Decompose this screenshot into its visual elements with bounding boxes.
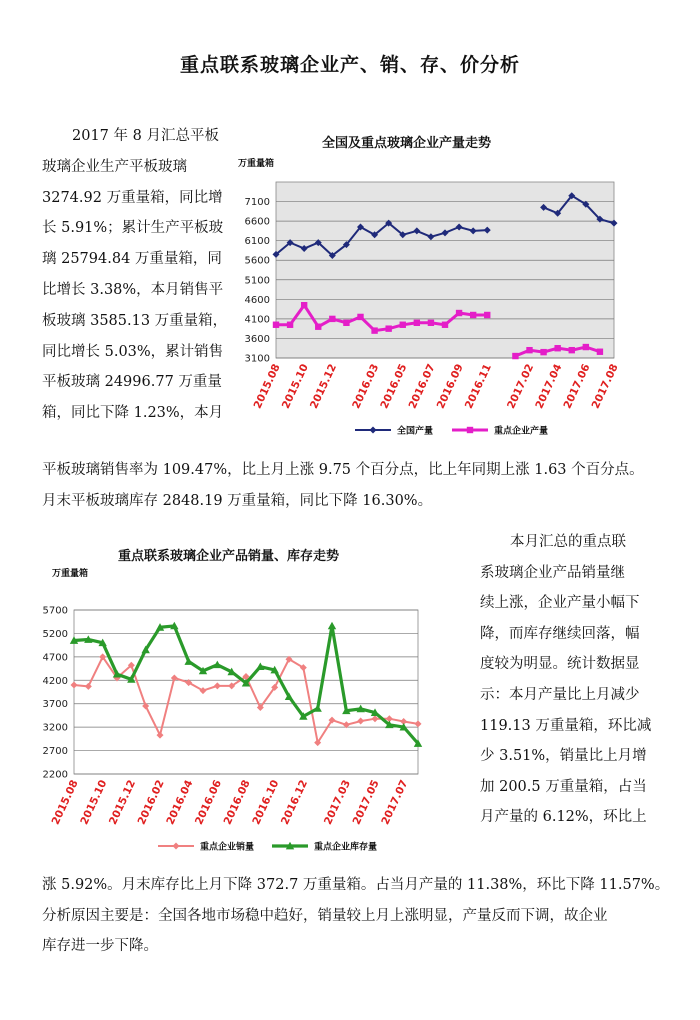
y-tick-label: 3100	[244, 353, 270, 365]
data-point	[470, 312, 476, 318]
data-point	[442, 322, 448, 328]
text-line: 箱，同比下降 1.23%，本月	[42, 405, 224, 422]
x-tick-label: 2015.12	[106, 778, 139, 827]
x-tick-label: 2016.04	[164, 778, 196, 827]
y-tick-label: 5200	[42, 628, 68, 640]
chart1-title: 全国及重点玻璃企业产量走势	[322, 136, 492, 151]
x-tick-label: 2016.05	[378, 362, 410, 411]
plot-area	[74, 610, 418, 774]
y-tick-label: 5600	[244, 255, 270, 267]
text-line: 玻璃企业生产平板玻璃	[42, 158, 187, 175]
x-tick-label: 2015.10	[279, 362, 311, 411]
x-tick-label: 2016.06	[192, 778, 225, 827]
legend-label: 重点企业产量	[494, 426, 549, 437]
chart1-production-trend	[230, 170, 625, 440]
chart2-unit-label: 万重量箱	[52, 569, 89, 579]
y-tick-label: 5100	[244, 275, 270, 287]
text-line: 长 5.91%；累计生产平板玻	[42, 220, 224, 237]
text-line: 月末平板玻璃库存 2848.19 万重量箱，同比下降 16.30%。	[42, 492, 433, 509]
legend-label: 全国产量	[397, 426, 434, 437]
x-tick-label: 2016.11	[462, 362, 494, 411]
data-point	[569, 347, 575, 353]
x-tick-label: 2017.07	[379, 778, 411, 827]
data-point	[287, 322, 293, 328]
chart2-sales-inventory-trend	[40, 590, 460, 860]
data-point	[456, 310, 462, 316]
x-tick-label: 2017.02	[505, 362, 537, 411]
text-line: 降，而库存继续回落，幅	[480, 625, 640, 642]
x-tick-label: 2015.10	[78, 778, 110, 827]
y-tick-label: 3600	[244, 333, 270, 345]
y-tick-label: 6600	[244, 216, 270, 228]
x-tick-label: 2017.06	[561, 362, 593, 411]
text-line: 月产量的 6.12%，环比上	[480, 809, 647, 826]
text-line: 示：本月产量比上月减少	[480, 687, 640, 703]
data-point	[385, 325, 391, 331]
data-point	[400, 322, 406, 328]
x-tick-label: 2016.09	[434, 362, 466, 411]
x-tick-label: 2016.03	[350, 362, 382, 411]
text-line: 119.13 万重量箱，环比减	[480, 717, 652, 734]
y-tick-label: 7100	[244, 197, 270, 209]
x-tick-label: 2015.08	[251, 362, 283, 411]
data-point	[301, 302, 307, 308]
legend-label: 重点企业销量	[200, 842, 255, 853]
text-line: 度较为明显。统计数据显	[480, 656, 640, 673]
x-tick-label: 2016.10	[250, 778, 282, 827]
data-point	[583, 344, 589, 350]
x-tick-label: 2017.04	[533, 362, 565, 411]
data-point	[343, 320, 349, 326]
text-line: 2017 年 8 月汇总平板	[72, 128, 219, 144]
x-tick-label: 2015.12	[307, 362, 340, 411]
text-line: 3274.92 万重量箱，同比增	[42, 189, 223, 206]
text-line: 比增长 3.38%，本月销售平	[42, 282, 224, 298]
chart1-unit-label: 万重量箱	[238, 159, 275, 169]
data-point	[414, 320, 420, 326]
page-title: 重点联系玻璃企业产、销、存、价分析	[179, 54, 520, 76]
chart2-title: 重点联系玻璃企业产品销量、库存走势	[118, 549, 340, 564]
y-tick-label: 6100	[244, 236, 270, 248]
y-tick-label: 4700	[42, 652, 68, 664]
data-point	[371, 327, 377, 333]
legend-marker	[467, 427, 473, 433]
data-point	[484, 312, 490, 318]
text-line: 平板玻璃销售率为 109.47%，比上月上涨 9.75 个百分点，比上年同期上涨 1.63 个百分点。	[42, 462, 644, 478]
x-tick-label: 2017.08	[589, 362, 621, 411]
y-tick-label: 3200	[42, 722, 68, 734]
legend-label: 重点企业库存量	[314, 842, 378, 853]
data-point	[512, 353, 518, 359]
x-tick-label: 2017.03	[321, 778, 354, 827]
text-line: 本月汇总的重点联	[510, 534, 626, 550]
data-point	[428, 320, 434, 326]
y-tick-label: 4100	[244, 314, 270, 326]
y-tick-label: 4600	[244, 294, 270, 306]
x-tick-label: 2016.12	[278, 778, 311, 827]
y-tick-label: 5700	[42, 605, 68, 617]
text-line: 加 200.5 万重量箱，占当	[480, 778, 647, 795]
text-line: 涨 5.92%。月末库存比上月下降 372.7 万重量箱。占当月产量的 11.38%，环比下降 11.57%。	[42, 877, 670, 893]
data-point	[329, 316, 335, 322]
x-tick-label: 2017.05	[350, 778, 382, 827]
text-line: 续上涨，企业产量小幅下	[480, 595, 640, 612]
x-tick-label: 2016.02	[135, 778, 167, 827]
plot-area	[276, 182, 614, 358]
text-line: 库存进一步下降。	[42, 938, 158, 954]
x-tick-label: 2015.08	[49, 778, 81, 827]
legend-marker	[370, 427, 377, 434]
text-line: 系玻璃企业产品销量继	[480, 564, 625, 581]
text-line: 璃 25794.84 万重量箱，同	[42, 251, 222, 268]
legend-marker	[173, 843, 180, 850]
data-point	[357, 314, 363, 320]
x-tick-label: 2016.07	[406, 362, 438, 411]
data-point	[273, 322, 279, 328]
data-point	[540, 349, 546, 355]
text-line: 少 3.51%，销量比上月增	[480, 748, 647, 765]
data-point	[554, 345, 560, 351]
text-line: 分析原因主要是：全国各地市场稳中趋好，销量较上月上涨明显，产量反而下调，故企业	[42, 907, 608, 924]
text-line: 平板玻璃 24996.77 万重量	[42, 374, 222, 391]
data-point	[526, 347, 532, 353]
x-tick-label: 2016.08	[221, 778, 253, 827]
y-tick-label: 2700	[42, 746, 68, 758]
y-tick-label: 4200	[42, 675, 68, 687]
y-tick-label: 2200	[42, 769, 68, 781]
data-point	[597, 349, 603, 355]
text-line: 同比增长 5.03%，累计销售	[42, 343, 224, 360]
data-point	[315, 324, 321, 330]
text-line: 板玻璃 3585.13 万重量箱，	[42, 312, 228, 329]
y-tick-label: 3700	[42, 699, 68, 711]
